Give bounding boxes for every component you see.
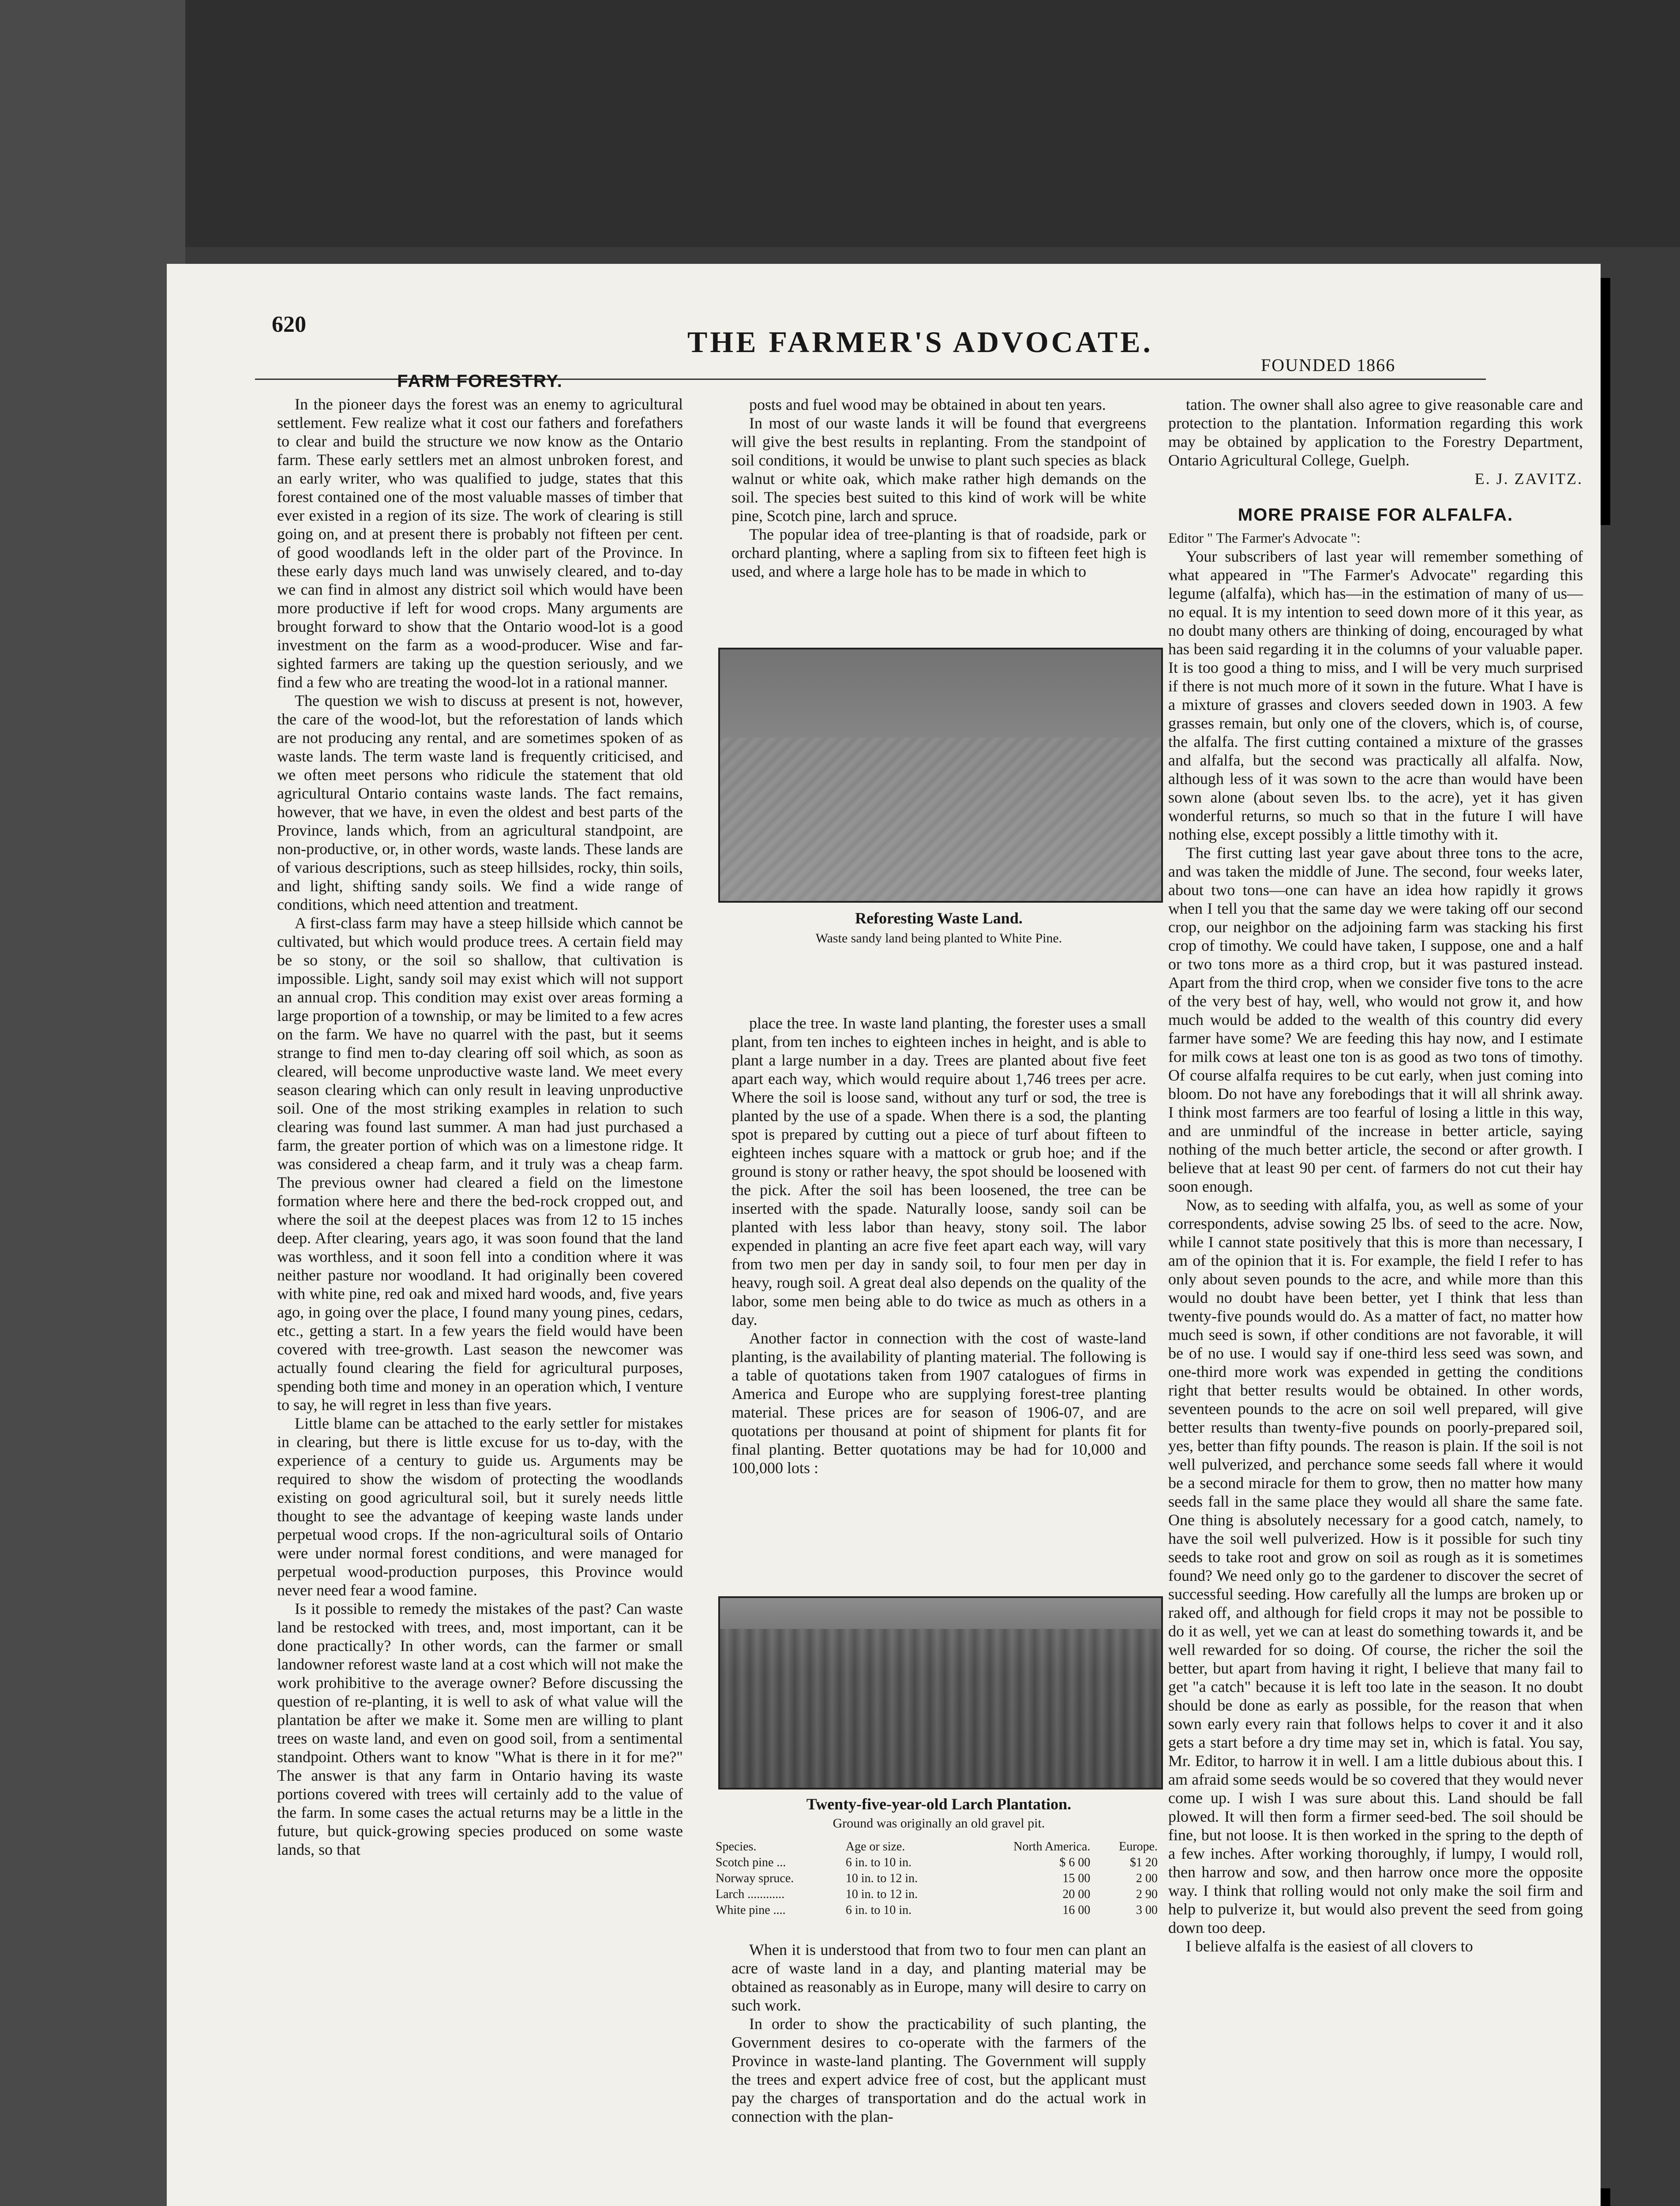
table-cell: 20 00 xyxy=(1062,1887,1091,1901)
paragraph: A first-class farm may have a steep hillside which cannot be cultivated, but which would produce trees. A certain field may be so stony, or the soil so shallow, that cultivation is impossible. Light, sandy soil may exist which will not support an annual crop. This condition may exist over areas forming a large proportion of a township, or may be limited to a few acres on the farm. We have no quarrel with the past, but it seems strange to find men to-day clearing off soil which, as soon as cleared, will become unproductive waste land. We meet every season clearing which can only result in leaving unproductive soil. One of the most striking examples in relation to such clearing was found last summer. A man had just purchased a farm, the greater portion of which was on a limestone ridge. It was considered a cheap farm, and it truly was a cheap farm. The previous owner had cleared a field on the limestone formation where here and there the bed-rock cropped out, and where the soil at the deepest places was from 12 to 15 inches deep. After clearing, years ago, it was soon found that the land was worthless, and it soon fell into a condition where it was neither pasture nor woodland. It had originally been covered with white pine, red oak and mixed hard woods, and, five years ago, in going over the place, I found many young pines, cedars, etc., getting a start. In a few years the field would have been covered with tree-growth. Last season the newcomer was actually found clearing the field for agricultural purposes, spending both time and money in an operation which, I venture to say, he will regret in less than five years. xyxy=(277,914,683,1414)
page-number: 620 xyxy=(272,312,306,337)
photo-texture xyxy=(720,1629,1161,1788)
photo1-subcaption: Waste sandy land being planted to White Pine. xyxy=(815,931,1062,945)
column-1 xyxy=(277,372,683,1859)
table-cell: 3 00 xyxy=(1136,1903,1158,1917)
table-row xyxy=(714,1855,1159,1871)
table-cell: $1 20 xyxy=(1130,1856,1158,1869)
table-row xyxy=(714,1871,1159,1887)
table-row xyxy=(714,1887,1159,1902)
paragraph: In most of our waste lands it will be found that evergreens will give the best results in replanting. From the standpoint of soil conditions, it would be unwise to plant such species as black walnut or white oak, which make rather high demands on the soil. The species best suited to this kind of work will be white pine, Scotch pine, larch and spruce. xyxy=(731,414,1146,525)
paragraph: In the pioneer days the forest was an enemy to agricultural settlement. Few realize what it cost our fathers and forefathers to clear and build the structure we now know as the Ontario farm. These early settlers met an almost unbroken forest, and an early writer, who was qualified to judge, states that this forest contained one of the most valuable masses of timber that ever existed in a region of its size. The work of clearing is still going on, and at present there is probably not fifteen per cent. of good woodlands left in the older part of the Province. In these early days much land was unwisely cleared, and to-day we can find in almost any district soil which would have been more productive if left for wood crops. Many arguments are brought forward to show that the Ontario wood-lot is a good investment on the farm as a wood-producer. Wise and far-sighted farmers are taking up the question seriously, and we find a few who are treating the wood-lot in a rational manner. xyxy=(277,395,683,691)
paragraph: When it is understood that from two to four men can plant an acre of waste land in a day, and planting material may be obtained as reasonably as in Europe, many will desire to carry on such work. xyxy=(731,1941,1146,2014)
paragraph: Now, as to seeding with alfalfa, you, as well as some of your correspondents, advise sowing 25 lbs. of seed to the acre. Now, while I cannot state positively that this is more than necessary, I am of the opinion that it is. For example, the field I refer to has only about seven pounds to the acre, and while more than this would no doubt have been better, yet I think that less than twenty-five pounds would do. As a matter of fact, no matter how much seed is sown, if other conditions are not favorable, it will be of no use. I would say if one-third less seed was sown, and one-third more work was expended in getting the conditions right that better results would be obtained. In other words, seventeen pounds to the acre on soil well prepared, will give better results than twenty-five pounds on poorly-prepared soil, yes, better than fifty pounds. The reason is plain. If the soil is not well pulverized, and perchance some seeds fall where it would be a second miracle for them to grow, then no matter how many seeds fall in the same place they would all share the same fate. One thing is absolutely necessary for a good catch, namely, to have the soil well pulverized. How is it possible for such tiny seeds to take root and grow on soil as rough as it is sometimes found? We need only go to the gardener to discover the secret of successful seeding. How carefully all the lumps are broken up or raked off, and although for field crops it may not be possible to do it as well, yet we can at least do something towards it, and be well rewarded for so doing. Of course, the richer the soil the better, but apart from having it right, I believe that many fail to get "a catch" because it is left too late in the season. It no doubt should be done as early as possible, for the reason that when sown early every rain that follows helps to cover it and it also gets a start before a dry time may set in, which is fatal. You say, Mr. Editor, to harrow it in well. I am a little dubious about this. I am afraid some seeds would be so covered that they would never come up. I wish I was sure about this. Land should be fall plowed. It will then form a firmer seed-bed. The soil should be fine, but not loose. It is then worked in the spring to the depth of a few inches. After working thoroughly, if lumpy, I would roll, then harrow and sow, and then harrow once more the opposite way. I think that rolling would not only make the soil firm and help to pulverize it, but would also prevent the seed from going down too deep. xyxy=(1168,1196,1583,1936)
column-3 xyxy=(1168,395,1583,1955)
photo2-caption: Twenty-five-year-old Larch Plantation. xyxy=(806,1795,1072,1813)
scan-background-top xyxy=(0,0,1680,247)
table-header: Age or size. xyxy=(845,1840,905,1853)
article-title-farm-forestry: FARM FORESTRY. xyxy=(397,371,563,391)
column-2-middle xyxy=(731,1014,1146,1477)
table-cell: 10 in. to 12 in. xyxy=(845,1872,918,1885)
scan-background-left xyxy=(0,0,185,2206)
masthead: THE FARMER'S ADVOCATE. xyxy=(687,325,1153,359)
table-cell: Larch ............ xyxy=(716,1887,785,1901)
table-header: Species. xyxy=(716,1840,757,1853)
paragraph: The first cutting last year gave about three tons to the acre, and was taken the middle of June. The second, four weeks later, about two tons—one can have an idea how rapidly it grows when I tell you that the same day we were taking off our second crop, our neighbor on the adjoining farm was stacking his first crop of timothy. We could have taken, I suppose, one and a half or two tons more as a third crop, but it was pastured instead. Apart from the third crop, when we consider five tons to the acre of the very best of hay, well, who would not grow it, and how much would be added to the wealth of this country did every farmer have some? We are feeding this hay now, and I estimate for milk cows at least one ton is as good as two tons of timothy. Of course alfalfa requires to be cut early, when just coming into bloom. Do not have any forebodings that it will all shrink away. I think most farmers are too fearful of losing a little in this way, and are unmindful of the increase in better article, saying nothing of the much better article, the second or after growth. I believe that at least 90 per cent. of farmers do not cut their hay soon enough. xyxy=(1168,844,1583,1195)
paragraph: The popular idea of tree-planting is that of roadside, park or orchard planting, where a sapling from six to fifteen feet high is used, and where a large hole has to be made in which to xyxy=(731,525,1146,580)
paragraph: I believe alfalfa is the easiest of all clovers to xyxy=(1186,1937,1473,1955)
table-cell: 6 in. to 10 in. xyxy=(845,1903,912,1917)
paragraph: Your subscribers of last year will remember something of what appeared in "The Farmer's Advocate" regarding this legume (alfalfa), which has—in the estimation of many of us—no equal. It is my intention to seed down more of it this year, as no doubt many others are thinking of doing, encouraged by what has been said regarding it in the columns of your valuable paper. It is too good a thing to miss, and I will be very much surprised if there is not much more of it sown in the future. What I have is a mixture of grasses and clovers seeded down in 1903. A few grasses remain, but only one of the clovers, which is, of course, the alfalfa. The first cutting contained a mixture of the grasses and alfalfa, but the second was practically all alfalfa. Now, although less of it was sown to the acre than would have been sown alone (about seven lbs. to the acre), yet it has given wonderful returns, so much so that in the future I will have nothing else, except possibly a little timothy with it. xyxy=(1168,548,1583,843)
price-table xyxy=(714,1839,1159,1918)
table-cell: White pine .... xyxy=(716,1903,786,1917)
photo1-caption: Reforesting Waste Land. xyxy=(855,909,1023,927)
table-cell: 10 in. to 12 in. xyxy=(845,1887,918,1901)
photo2-subcaption: Ground was originally an old gravel pit. xyxy=(832,1816,1045,1831)
photo-texture xyxy=(720,738,1161,901)
table-cell: 6 in. to 10 in. xyxy=(845,1856,912,1869)
table-cell: 15 00 xyxy=(1062,1872,1091,1885)
author-signature: E. J. ZAVITZ. xyxy=(1474,470,1583,488)
table-cell: 2 90 xyxy=(1136,1887,1158,1901)
paragraph: In order to show the practicability of such planting, the Government desires to co-operate with the farmers of the Province in waste-land planting. The Government will supply the trees and expert advice free of cost, but the applicant must pay the charges of transportation and do the actual work in connection with the plan- xyxy=(731,2015,1146,2125)
column-2-bottom xyxy=(731,1940,1146,2126)
paragraph: Another factor in connection with the cost of waste-land planting, is the availability of planting material. The following is a table of quotations taken from 1907 catalogues of firms in America and Europe who are supplying forest-tree planting material. These prices are for season of 1906-07, and are quotations per thousand at point of shipment for plants fit for final planting. Better quotations may be had for 10,000 and 100,000 lots : xyxy=(731,1329,1146,1477)
photo-reforesting-waste-land xyxy=(718,648,1163,903)
paragraph: Is it possible to remedy the mistakes of the past? Can waste land be restocked with trees, and, most important, can it be done practically? In other words, can the farmer or small landowner reforest waste land at a cost which will not make the work prohibitive to the average owner? Before discussing the question of re-planting, it is well to ask of what value will the plantation be after we make it. Some men are willing to plant trees on waste land, and even on good soil, from a sentimental standpoint. Others want to know "What is there in it for me?" The answer is that any farm in Ontario having its waste portions covered with trees will certainly add to the value of the farm. In some cases the actual returns may be a little in the future, but quick-growing species produced on some waste lands, so that xyxy=(277,1600,683,1858)
founded-line: FOUNDED 1866 xyxy=(1261,355,1396,375)
article-title-alfalfa: MORE PRAISE FOR ALFALFA. xyxy=(1238,505,1514,525)
paragraph: posts and fuel wood may be obtained in about ten years. xyxy=(749,396,1106,413)
photo-larch-plantation xyxy=(718,1596,1163,1790)
paragraph: Little blame can be attached to the early settler for mistakes in clearing, but there is little excuse for us to-day, with the experience of a century to guide us. Arguments may be required to show the wisdom of protecting the woodlands existing on good agricultural soil, but it surely needs little thought to see the advantage of keeping waste lands under perpetual wood crops. If the non-agricultural soils of Ontario were under normal forest conditions, and were managed for perpetual wood-production purposes, this Province would never need fear a wood famine. xyxy=(277,1414,683,1599)
column-2-top xyxy=(731,395,1146,581)
editor-salutation: Editor " The Farmer's Advocate ": xyxy=(1168,530,1361,546)
table-header: North America. xyxy=(1013,1840,1091,1853)
newspaper-page xyxy=(167,264,1601,2206)
table-header-row xyxy=(714,1839,1159,1855)
table-cell: Norway spruce. xyxy=(716,1872,794,1885)
paragraph: The question we wish to discuss at present is not, however, the care of the wood-lot, but the reforestation of lands which are not producing any rental, and are sometimes spoken of as waste lands. The term waste land is frequently criticised, and we often meet persons who ridicule the statement that old agricultural Ontario contains waste lands. The fact remains, however, that we have, in even the oldest and best parts of the Province, lands which, from an agricultural standpoint, are non-productive, or, in other words, waste lands. These lands are of various descriptions, such as steep hillsides, rocky, thin soils, and light, shifting sandy soils. We find a wide range of conditions, which need attention and treatment. xyxy=(277,692,683,913)
table-cell: 2 00 xyxy=(1136,1872,1158,1885)
table-row xyxy=(714,1902,1159,1918)
table-header: Europe. xyxy=(1119,1840,1158,1853)
paragraph: tation. The owner shall also agree to give reasonable care and protection to the plantation. Information regarding this work may be obtained by application to the Forestry Department, Ontario Agricultural College, Guelph. xyxy=(1168,396,1583,469)
table-cell: Scotch pine ... xyxy=(716,1856,786,1869)
table-cell: $ 6 00 xyxy=(1059,1856,1091,1869)
table-cell: 16 00 xyxy=(1062,1903,1091,1917)
paragraph: place the tree. In waste land planting, the forester uses a small plant, from ten inches to eighteen inches in height, and is able to plant a large number in a day. Trees are planted about five feet apart each way, which would require about 1,746 trees per acre. Where the soil is loose sand, without any turf or sod, the tree is planted by the use of a spade. When there is a sod, the planting spot is prepared by cutting out a piece of turf about fifteen to eighteen inches square with a mattock or grub hoe; and if the ground is stony or rather heavy, the spot should be loosened with the pick. After the soil has been loosened, the tree can be inserted with the spade. Naturally loose, sandy soil can be planted with less labor than heavy, stony soil. The labor expended in planting an acre five feet apart each way, will vary from two men per day in sandy soil, to four men per day in heavy, rough soil. A great deal also depends on the quality of the labor, some men being able to do twice as much as others in a day. xyxy=(731,1014,1146,1328)
